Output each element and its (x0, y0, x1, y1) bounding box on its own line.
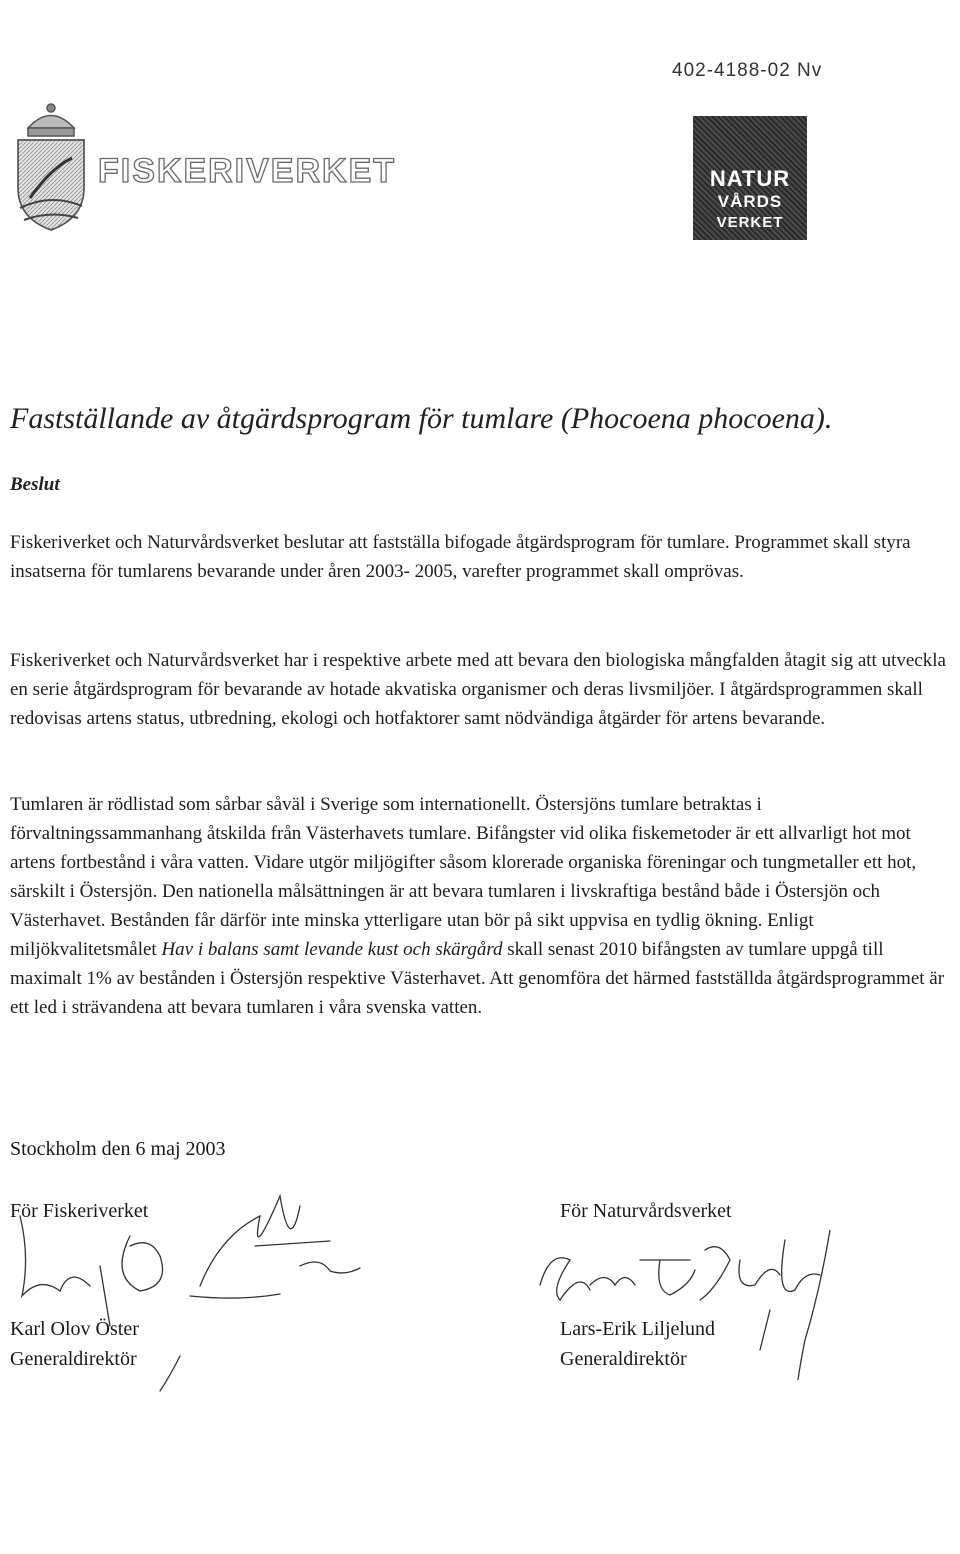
paragraph-status (10, 790, 955, 1022)
handwritten-signature-left (0, 1176, 440, 1396)
paragraph-status-part1: Tumlaren är rödlistad som sårbar såväl i Sverige som internationellt. Östersjöns tumlare betraktas i förvaltningssammanhang åtskilda från Västerhavets tumlare. Bifångster vid olika fiskemetoder är ett allvarligt hot mot artens fortbestånd i våra vatten. Vidare utgör miljögifter såsom klorerade organiska föreningar och tungmetaller ett hot, särskilt i Östersjön. Den nationella målsättningen är att bevara tumlaren i livskraftiga bestånd både i Östersjön och Västerhavet. Bestånden får därför inte minska ytterligare utan bör på sikt uppvisa en tydlig ökning. Enligt miljökvalitetsmålet (10, 794, 917, 960)
handwritten-signature-right (530, 1230, 860, 1380)
signatory-title: Generaldirektör (10, 1348, 137, 1370)
swedish-crest-icon (10, 98, 92, 248)
paragraph-background: Fiskeriverket och Naturvårdsverket har i respektive arbete med att bevara den biologiska mångfalden åtagit sig att utveckla en serie åtgärdsprogram för bevarande av hotade akvatiska organismer och deras livsmiljöer. I åtgärdsprogrammen skall redovisas artens status, utbredning, ekologi och hotfaktorer samt nödvändiga åtgärder för artens bevarande. (10, 650, 946, 729)
document-reference-number: 402-4188-02 Nv (672, 60, 823, 81)
logo-line-vards: VÅRDS (717, 192, 783, 211)
document-title: Fastställande av åtgärdsprogram för tumlare (Phocoena phocoena). (10, 402, 833, 435)
signatory-organization: För Fiskeriverket (10, 1200, 149, 1222)
environmental-goal-name: Hav i balans samt levande kust och skärgård (161, 939, 503, 960)
fiskeriverket-logo (10, 98, 397, 248)
paragraph-decision: Fiskeriverket och Naturvårdsverket beslutar att fastställa bifogade åtgärdsprogram för tumlare. Programmet skall styra insatserna för tumlarens bevarande under åren 2003- 2005, varefter programmet skall omprövas. (10, 532, 911, 582)
agency-name-fiskeriverket: FISKERIVERKET (98, 152, 397, 190)
naturvardsverket-logo (693, 116, 807, 240)
paragraph-status-part2: skall senast 2010 bifångsten av tumlare uppgå till maximalt 1% av bestånden i Östersjön respektive Västerhavet. Att genomföra det härmed fastställda åtgärdsprogrammet är ett led i strävandena att bevara tumlaren i våra svenska vatten. (10, 939, 945, 1018)
logo-line-natur: NATUR (709, 166, 791, 191)
signatory-title: Generaldirektör (560, 1348, 687, 1370)
logo-line-verket: VERKET (716, 214, 784, 231)
section-heading-beslut: Beslut (10, 474, 60, 495)
signatory-name: Lars-Erik Liljelund (560, 1318, 715, 1340)
signatory-organization: För Naturvårdsverket (560, 1200, 732, 1222)
place-and-date: Stockholm den 6 maj 2003 (10, 1138, 226, 1160)
signatory-name: Karl Olov Öster (10, 1318, 139, 1340)
